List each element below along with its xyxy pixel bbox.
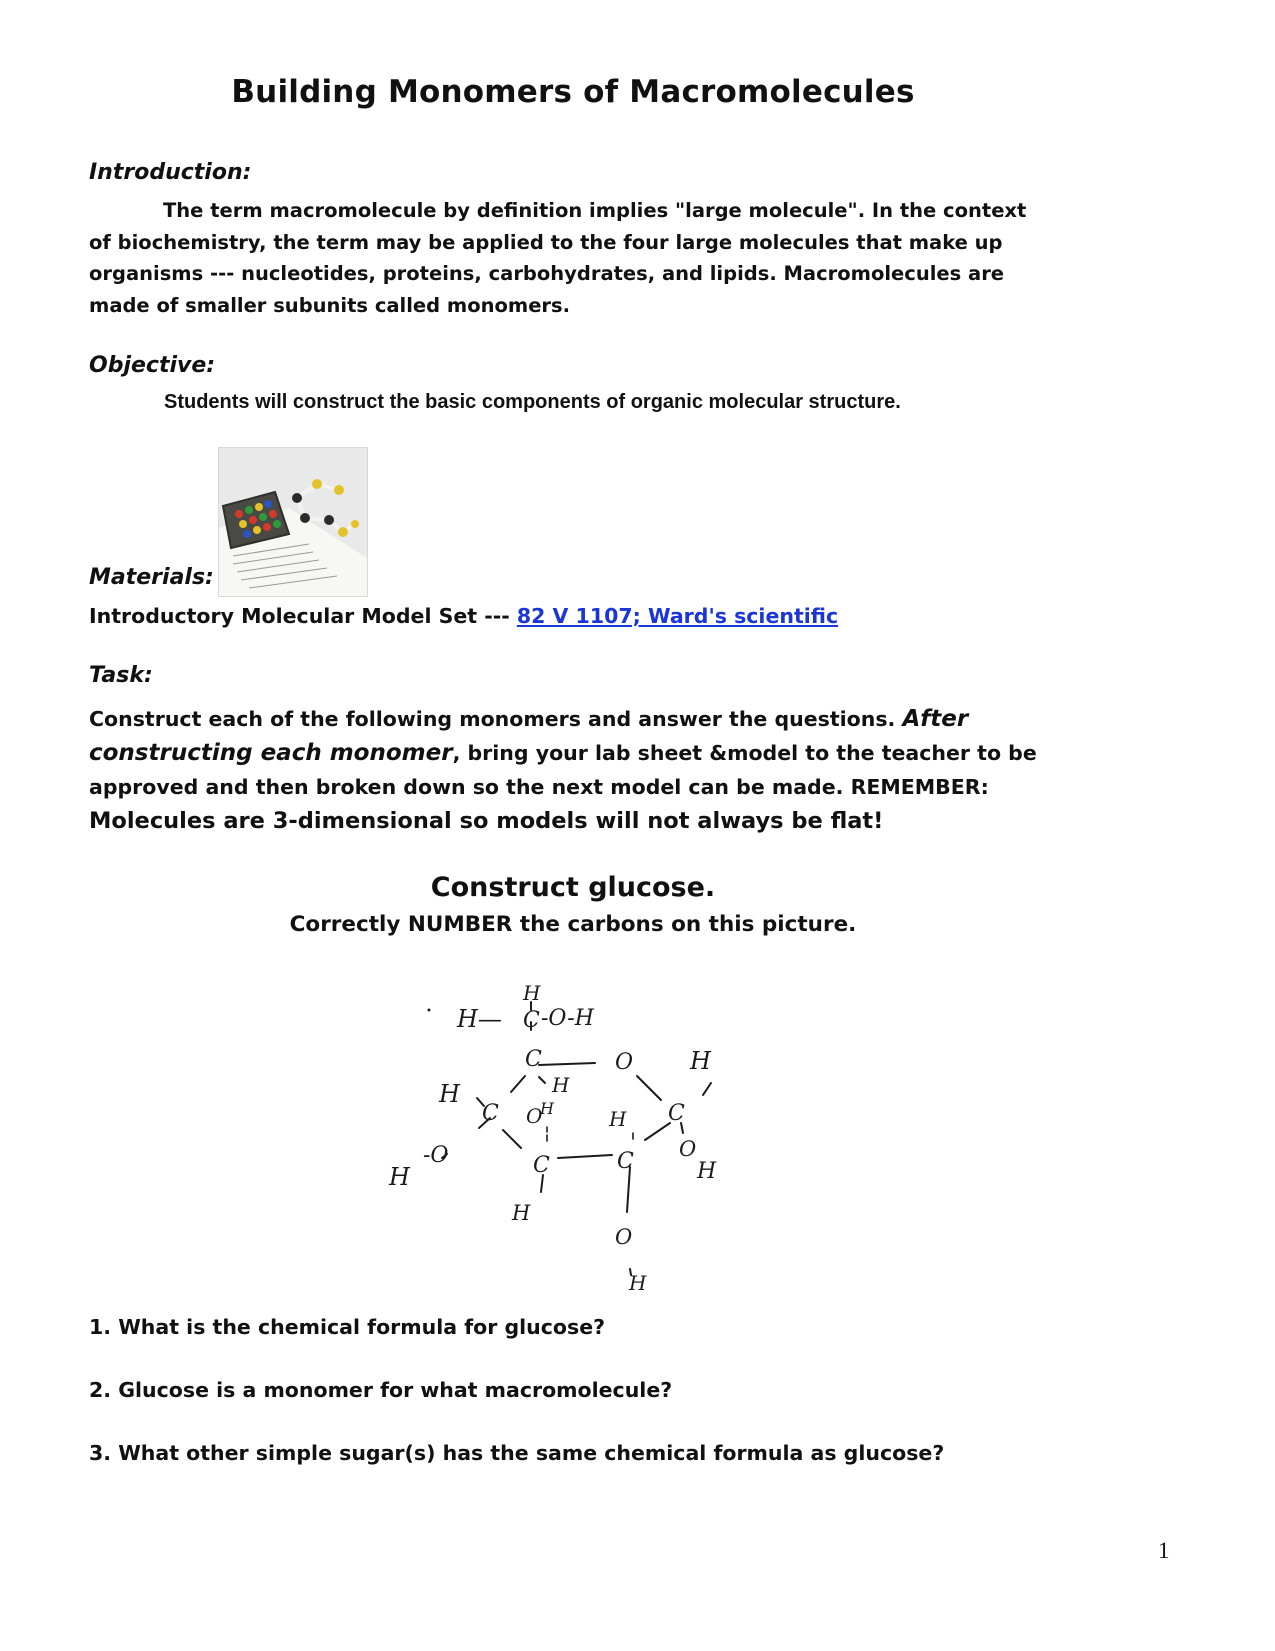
glucose-atom-label: H [609, 1107, 627, 1131]
model-kit-illustration [219, 448, 367, 596]
glucose-atom-label: O [679, 1137, 697, 1161]
task-line: constructing each monomer, bring your lab sheet &model to the teacher to be [89, 740, 1037, 766]
glucose-atom-label: H— [457, 1005, 502, 1033]
glucose-atom-label: -O-H [541, 1006, 594, 1031]
glucose-atom-label: H [697, 1159, 717, 1184]
introduction-line: The term macromolecule by definition implies "large molecule". In the context [163, 199, 1027, 222]
glucose-atom-label: H [389, 1163, 410, 1191]
page-title: Building Monomers of Macromolecules [231, 74, 915, 110]
objective-heading: Objective: [89, 353, 216, 378]
glucose-atom-label: -O [423, 1143, 449, 1168]
materials-heading: Materials: [89, 565, 214, 590]
page-number: 1 [1158, 1538, 1170, 1563]
glucose-atom-label: H [552, 1073, 570, 1097]
task-paragraph [89, 702, 1089, 838]
glucose-atom-label: O [526, 1104, 543, 1128]
task-line: Molecules are 3-dimensional so models will not always be flat! [89, 808, 884, 834]
task-line: Construct each of the following monomers and answer the questions. After [89, 706, 969, 732]
glucose-atom-label: O [615, 1225, 633, 1249]
glucose-atom-label: C [533, 1153, 550, 1178]
task-emphasis: constructing each monomer [89, 740, 453, 766]
task-heading: Task: [89, 663, 153, 688]
glucose-instruction: Correctly NUMBER the carbons on this picture. [289, 912, 857, 937]
glucose-atom-label: H [540, 1099, 554, 1118]
glucose-atom-label: H [629, 1271, 647, 1295]
glucose-atom-label: C [668, 1101, 685, 1126]
question-2: 2. Glucose is a monomer for what macromolecule? [89, 1378, 673, 1402]
question-3: 3. What other simple sugar(s) has the same chemical formula as glucose? [89, 1441, 945, 1465]
task-line: approved and then broken down so the next model can be made. REMEMBER: [89, 775, 989, 799]
introduction-line: made of smaller subunits called monomers. [89, 293, 571, 317]
glucose-atom-label: C [617, 1149, 634, 1174]
introduction-heading: Introduction: [89, 160, 252, 185]
glucose-atom-label: H [690, 1047, 711, 1075]
wards-scientific-link[interactable]: 82 V 1107; Ward's scientific [516, 604, 839, 628]
materials-item: Introductory Molecular Model Set --- 82 V 1107; Ward's scientific [89, 604, 839, 628]
molecular-model-kit-photo [218, 447, 368, 597]
introduction-line: organisms --- nucleotides, proteins, carbohydrates, and lipids. Macromolecules are [89, 262, 1005, 285]
glucose-atom-label: O [615, 1050, 634, 1075]
task-emphasis: After [902, 706, 969, 732]
glucose-title: Construct glucose. [430, 872, 716, 903]
question-1: 1. What is the chemical formula for glucose? [89, 1315, 605, 1339]
introduction-line: of biochemistry, the term may be applied to the four large molecules that make up [89, 230, 1003, 254]
introduction-paragraph [89, 195, 1049, 321]
glucose-atom-label: H [523, 981, 541, 1005]
objective-text: Students will construct the basic components of organic molecular structure. [164, 391, 901, 413]
glucose-atom-label: C [525, 1047, 542, 1072]
glucose-structure-drawing [389, 978, 775, 1323]
glucose-atom-label: H [439, 1080, 460, 1108]
glucose-atom-label: H [512, 1201, 531, 1225]
glucose-atom-label: C [523, 1008, 540, 1033]
glucose-atom-label: C [482, 1101, 499, 1126]
